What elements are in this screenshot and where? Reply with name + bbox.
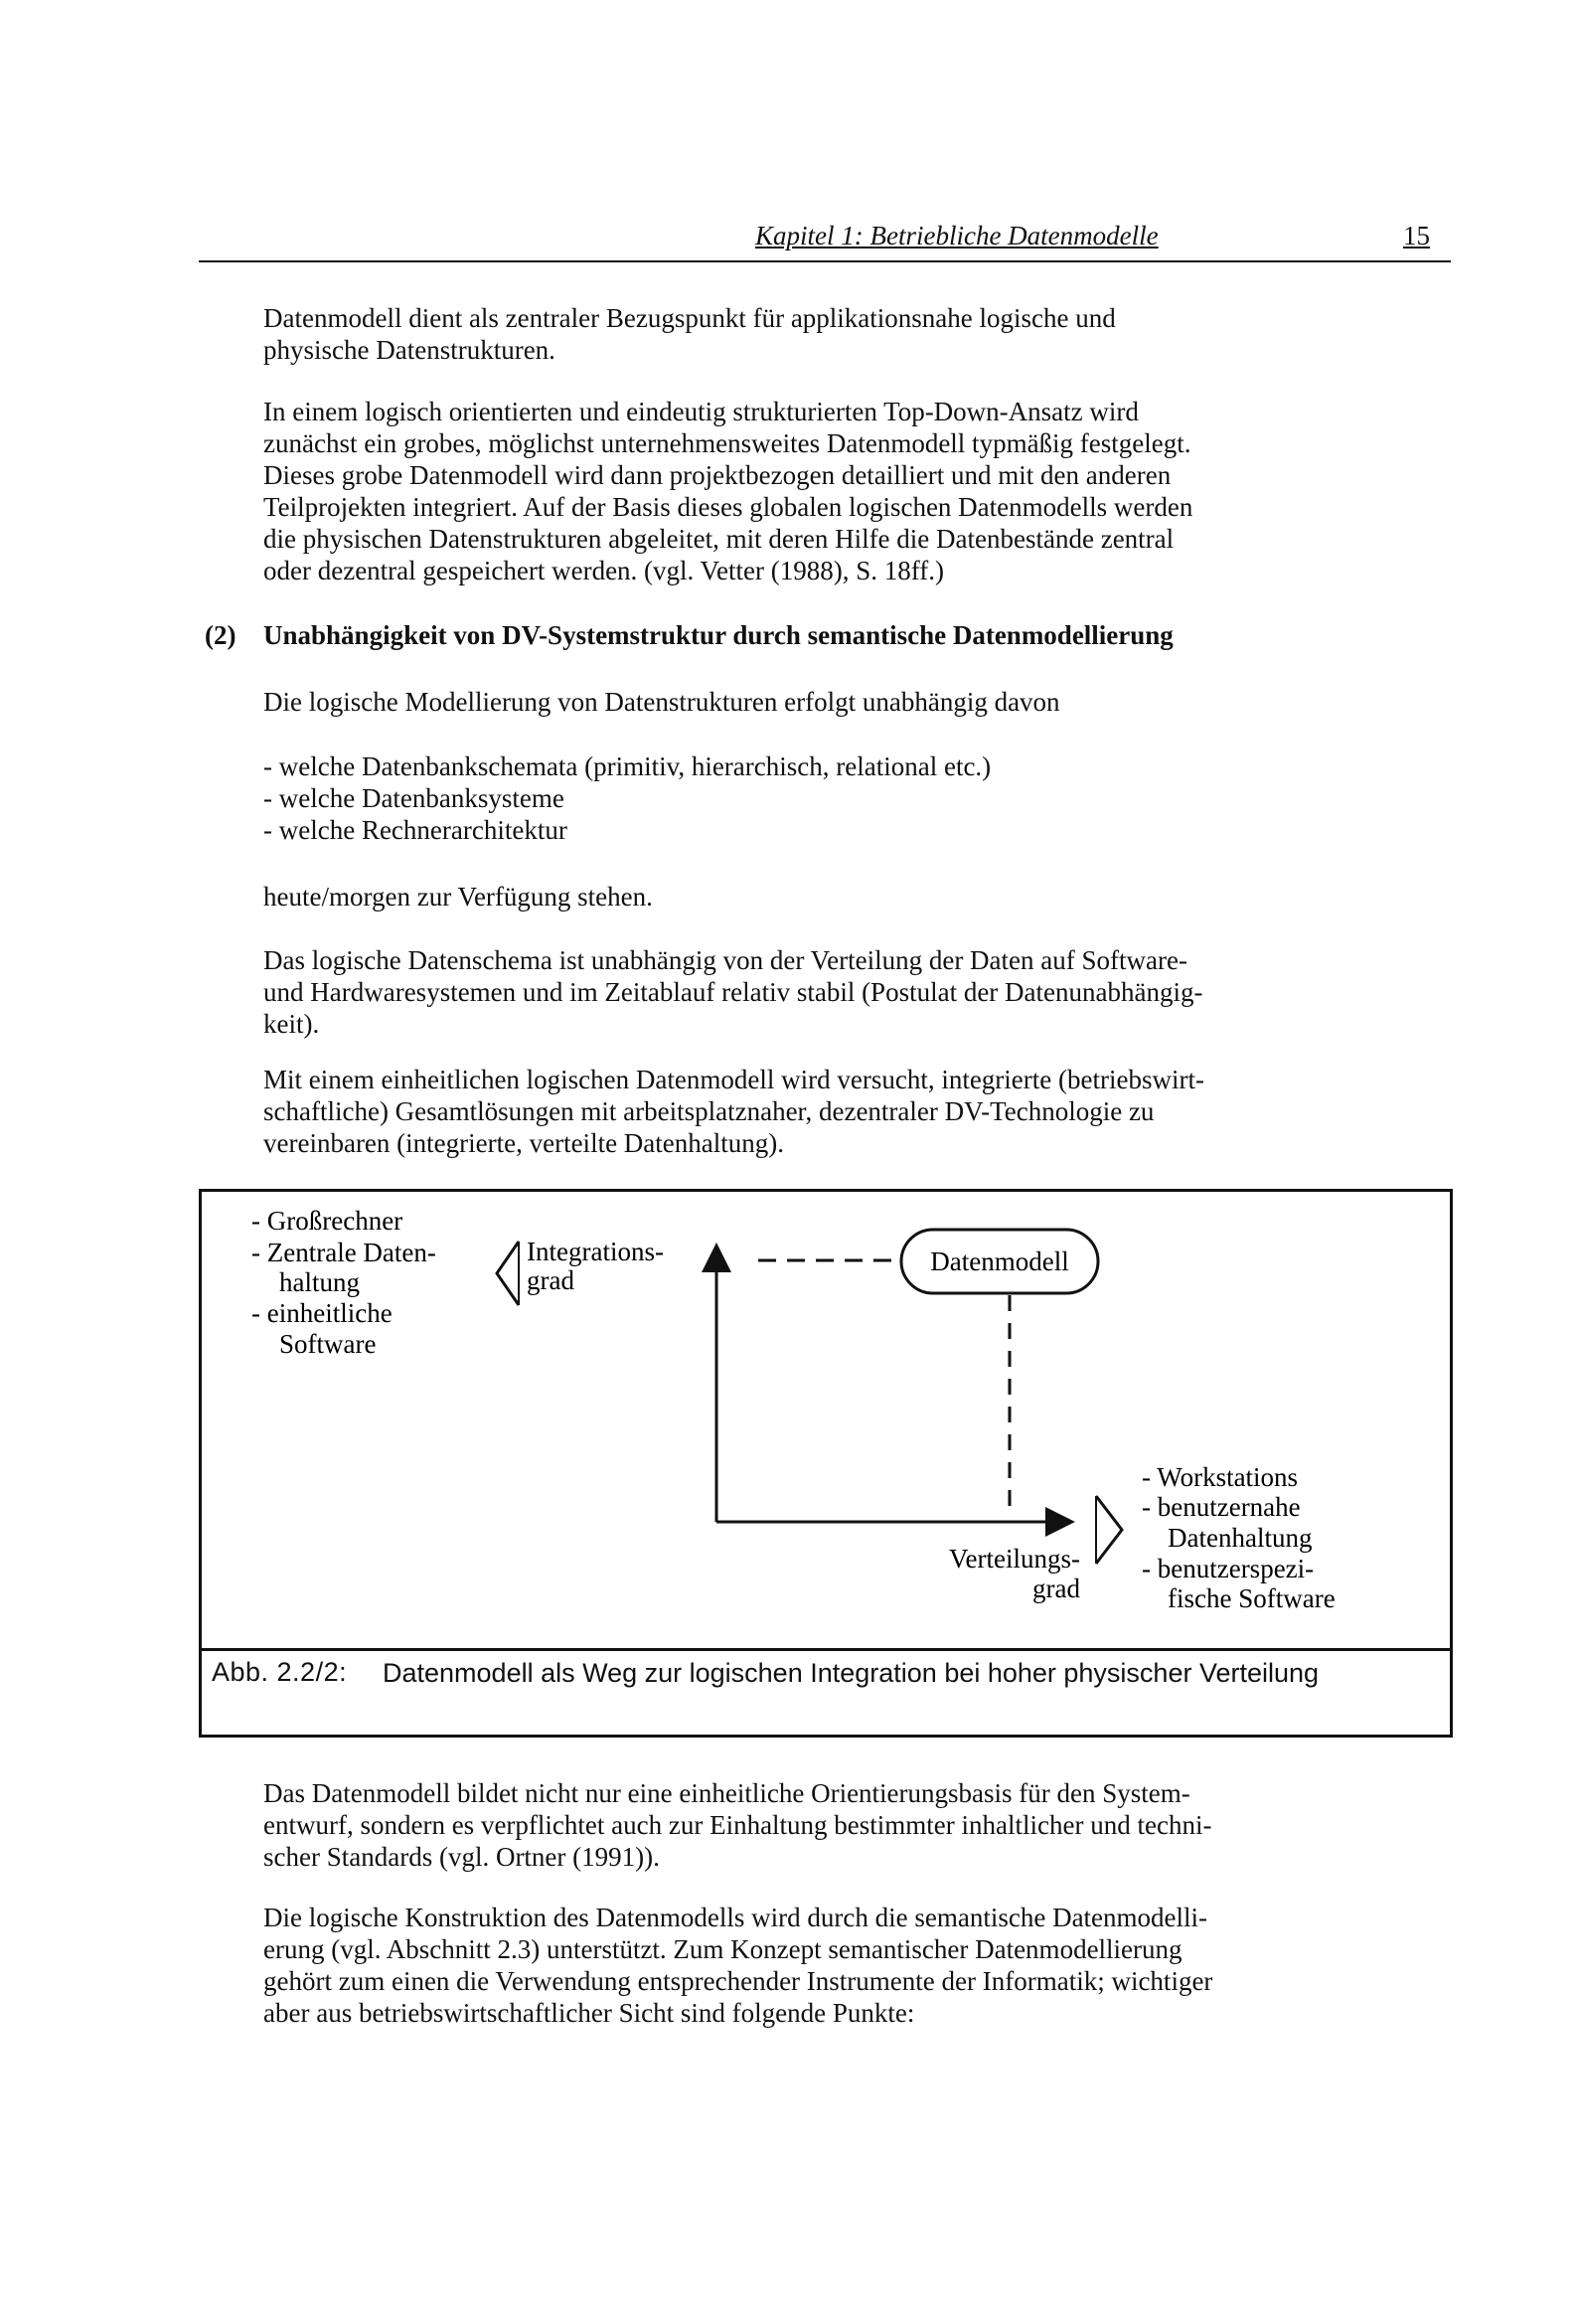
paragraph-datamodel [263,1064,1204,1159]
text-line: Die logische Konstruktion des Datenmodells wird durch die semantische Datenmodelli- [263,1903,1208,1932]
figure-left-item: haltung [279,1267,360,1297]
figure-caption-label: Abb. 2.2/2: [212,1657,348,1687]
paragraph-2 [263,396,1192,586]
figure-right-item: - Workstations [1142,1462,1299,1492]
figure-diagram [202,1192,1450,1645]
text-line: gehört zum einen die Verwendung entsprechender Instrumente der Informatik; wichtiger [263,1966,1213,1996]
figure-left-item: - Zentrale Daten- [251,1238,436,1267]
figure-right-item: Datenhaltung [1168,1523,1313,1553]
datamodel-label: Datenmodell [930,1246,1069,1276]
paragraph-1 [263,302,1116,366]
figure-caption-text: Datenmodell als Weg zur logischen Integration bei hoher physischer Verteilung [383,1658,1320,1688]
figure-right-item: fische Software [1168,1583,1336,1613]
list-item: - welche Datenbanksysteme [263,783,564,813]
text-line: physische Datenstrukturen. [263,335,555,365]
paragraph-schema [263,944,1202,1040]
text-line: schaftliche) Gesamtlösungen mit arbeitsplatznaher, dezentraler DV-Technologie zu [263,1096,1155,1126]
figure-left-item: - Großrechner [251,1206,403,1236]
figure-right-item: - benutzernahe [1142,1492,1301,1522]
text-line: In einem logisch orientierten und eindeutig strukturierten Top-Down-Ansatz wird [263,397,1139,426]
text-line: entwurf, sondern es verpflichtet auch zur Einhaltung bestimmter inhaltlicher und techni- [263,1810,1212,1840]
closing-paragraph-1 [263,1777,1211,1873]
text-line: Das Datenmodell bildet nicht nur eine einheitliche Orientierungsbasis für den System- [263,1778,1190,1808]
figure-left-item: - einheitliche [251,1298,393,1328]
integration-label: grad [527,1265,574,1295]
text-line: aber aus betriebswirtschaftlicher Sicht sind folgende Punkte: [263,1998,915,2028]
closing-paragraph-2 [263,1902,1212,2029]
text-line: Das logische Datenschema ist unabhängig von der Verteilung der Daten auf Software- [263,945,1187,975]
running-header-title: Kapitel 1: Betriebliche Datenmodelle [755,221,1159,250]
section-title: Unabhängigkeit von DV-Systemstruktur durch semantische Datenmodellierung [263,620,1174,650]
figure-right-item: - benutzerspezi- [1142,1554,1315,1583]
list-item: - welche Datenbankschemata (primitiv, hierarchisch, relational etc.) [263,751,992,781]
text-line: Mit einem einheitlichen logischen Datenmodell wird versucht, integrierte (betriebswirt- [263,1065,1204,1094]
distribution-bracket [1096,1496,1122,1564]
section-intro: Die logische Modellierung von Datenstrukturen erfolgt unabhängig davon [263,687,1060,717]
integration-label: Integrations- [527,1237,664,1266]
text-line: oder dezentral gespeichert werden. (vgl. Vetter (1988), S. 18ff.) [263,556,945,585]
section-number: (2) [205,620,237,650]
text-line: Datenmodell dient als zentraler Bezugspunkt für applikationsnahe logische und [263,303,1116,333]
distribution-label: grad [1032,1574,1080,1603]
text-line: Dieses grobe Datenmodell wird dann projektbezogen detailliert und mit den anderen [263,460,1172,490]
list-item: - welche Rechnerarchitektur [263,815,567,845]
text-line: erung (vgl. Abschnitt 2.3) unterstützt. Zum Konzept semantischer Datenmodellierung [263,1934,1183,1964]
text-line: vereinbaren (integrierte, verteilte Datenhaltung). [263,1128,784,1158]
distribution-label: Verteilungs- [949,1544,1080,1574]
text-line: zunächst ein grobes, möglichst unternehmensweites Datenmodell typmäßig festgelegt. [263,428,1191,458]
text-line: scher Standards (vgl. Ortner (1991)). [263,1842,660,1872]
text-line: die physischen Datenstrukturen abgeleitet, mit deren Hilfe die Datenbestände zentral [263,524,1175,554]
integration-bracket [497,1242,519,1305]
architecture-list [263,750,991,846]
figure-left-item: Software [279,1329,377,1359]
figure-caption-divider [199,1648,1453,1651]
header-rule [199,260,1451,262]
text-line: keit). [263,1009,320,1039]
after-list-text: heute/morgen zur Verfügung stehen. [263,882,653,912]
text-line: und Hardwaresystemen und im Zeitablauf relativ stabil (Postulat der Datenunabhängig- [263,977,1203,1007]
page-number: 15 [1403,221,1430,250]
text-line: Teilprojekten integriert. Auf der Basis dieses globalen logischen Datenmodells werden [263,492,1193,522]
